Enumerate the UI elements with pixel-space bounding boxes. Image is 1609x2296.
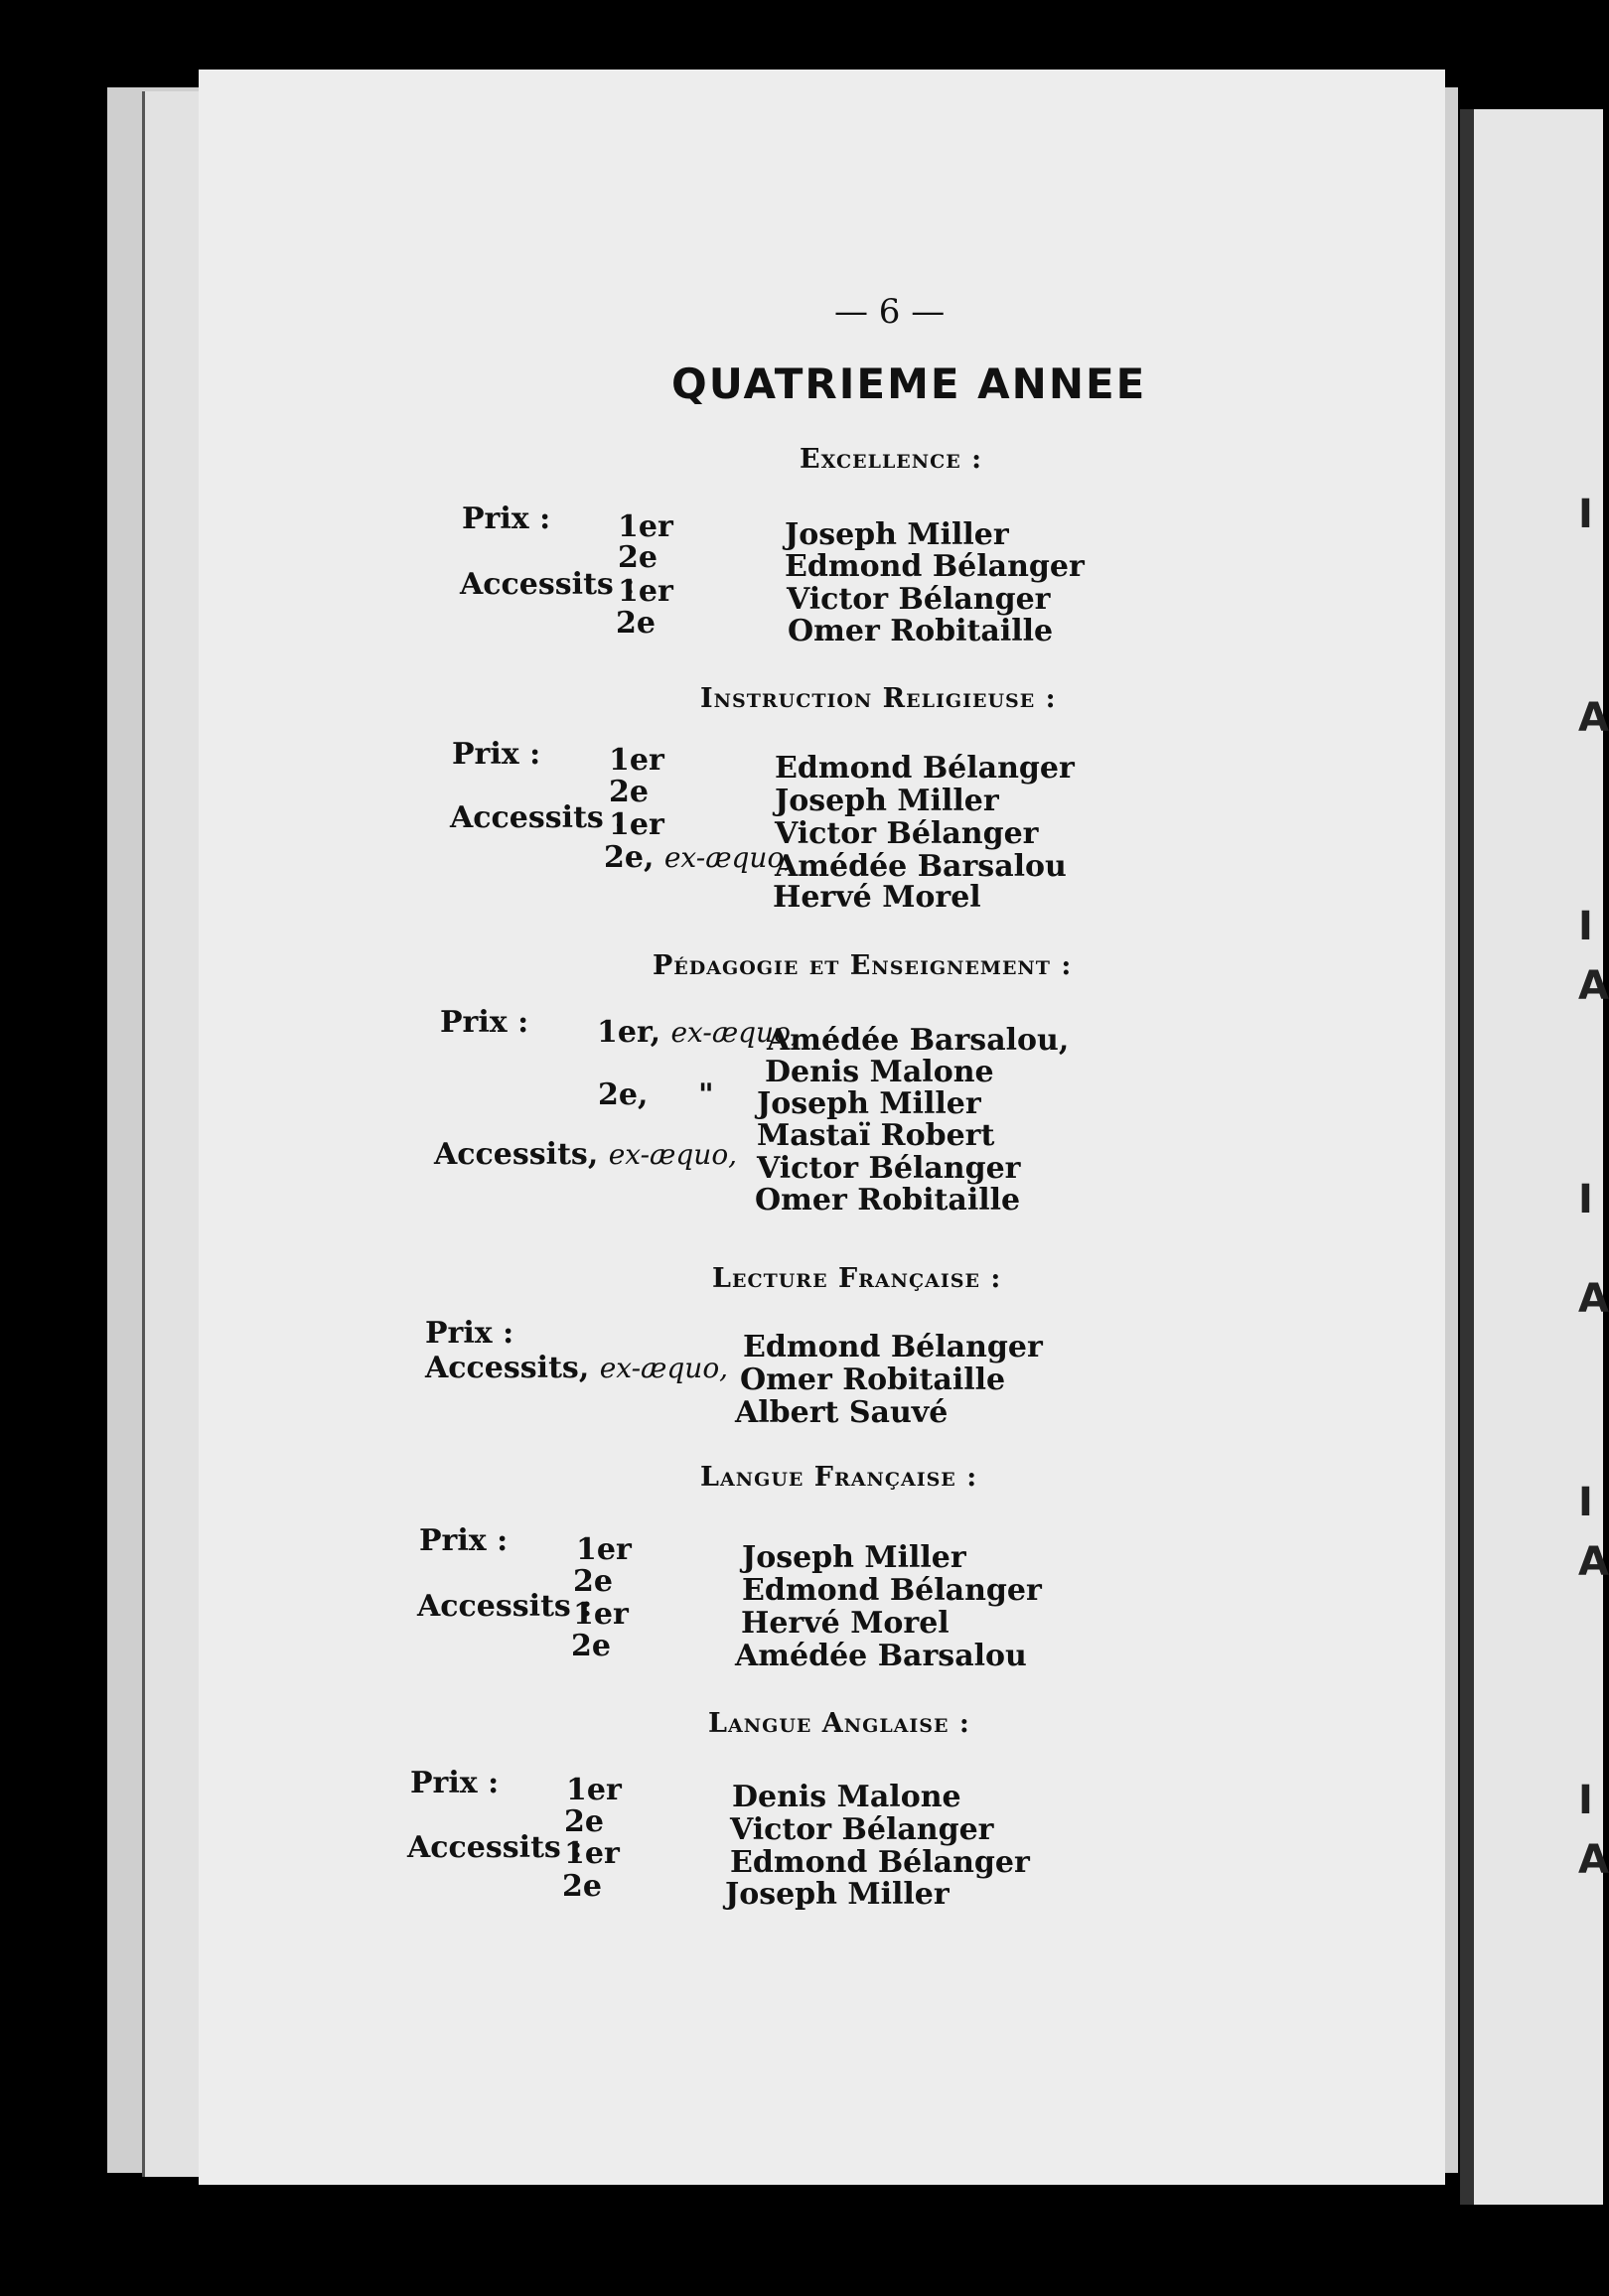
row-name: Joseph Miller [725, 1877, 950, 1912]
row-label: Prix : [410, 1766, 500, 1800]
ex-aequo-note: ex-æquo, [670, 1016, 800, 1049]
row-name: Joseph Miller [742, 1540, 966, 1575]
section-heading-instruction-religieuse: Instruction Religieuse : [700, 683, 1057, 714]
row-name: Omer Robitaille [788, 614, 1054, 648]
row-name: Denis Malone [732, 1780, 961, 1814]
row-rank: 1er [618, 574, 673, 609]
page-title: QUATRIEME ANNEE [671, 359, 1147, 408]
row-name: Edmond Bélanger [742, 1573, 1042, 1608]
row-rank: 2e, ex-æquo, [604, 840, 794, 875]
row-name: Victor Bélanger [787, 582, 1051, 617]
row-rank: 2e, [598, 1077, 649, 1112]
row-name: Amédée Barsalou [735, 1639, 1027, 1673]
row-label: Prix : [425, 1316, 514, 1351]
row-name: Omer Robitaille [755, 1183, 1021, 1218]
row-rank: 2e [573, 1564, 613, 1599]
row-label: Prix : [419, 1523, 509, 1558]
row-rank: 2e [616, 606, 656, 641]
row-name: Mastaï Robert [757, 1118, 995, 1153]
row-rank: 1er [566, 1773, 622, 1807]
row-name: Victor Bélanger [775, 816, 1039, 851]
section-heading-pedagogie: Pédagogie et Enseignement : [653, 950, 1073, 981]
row-label: Prix : [462, 502, 551, 536]
row-name: Edmond Bélanger [743, 1330, 1043, 1364]
row-name: Victor Bélanger [757, 1151, 1021, 1186]
ex-aequo-note: ex-æquo, [663, 841, 794, 874]
row-label: Accessits : [460, 567, 636, 602]
row-rank: 2e [618, 540, 658, 575]
section-heading-langue-francaise: Langue Française : [700, 1462, 978, 1493]
row-name: Edmond Bélanger [785, 549, 1085, 584]
row-rank: 2e [564, 1804, 604, 1839]
row-name: Edmond Bélanger [775, 751, 1075, 786]
ex-aequo-note: ex-æquo, [599, 1352, 729, 1384]
row-name: Albert Sauvé [735, 1395, 949, 1430]
page-number: — 6 — [834, 292, 946, 332]
adjacent-page-edge: I A I A I A I A I A [1460, 109, 1603, 2205]
row-label: Accessits, ex-æquo, [434, 1137, 738, 1172]
row-rank: 1er [573, 1597, 629, 1632]
row-name: Joseph Miller [757, 1086, 981, 1121]
row-label: Prix : [452, 737, 541, 772]
row-rank: 1er, ex-æquo, [597, 1015, 800, 1050]
row-name: Amédée Barsalou, [767, 1023, 1070, 1058]
ditto-mark: " [698, 1077, 714, 1112]
row-label: Prix : [440, 1005, 529, 1040]
ex-aequo-note: ex-æquo, [608, 1138, 738, 1171]
row-label: Accessits : [407, 1830, 583, 1865]
row-rank: 1er [618, 509, 673, 544]
row-name: Denis Malone [765, 1055, 994, 1089]
row-name: Joseph Miller [775, 784, 999, 818]
row-name: Edmond Bélanger [730, 1845, 1030, 1880]
row-rank: 2e [562, 1869, 602, 1904]
row-name: Amédée Barsalou [775, 849, 1067, 884]
row-name: Joseph Miller [785, 517, 1009, 552]
row-name: Hervé Morel [741, 1606, 950, 1641]
row-rank: 1er [564, 1836, 620, 1871]
section-heading-langue-anglaise: Langue Anglaise : [708, 1708, 970, 1739]
row-rank: 1er [576, 1532, 632, 1567]
row-label: Accessits, ex-æquo, [425, 1351, 729, 1385]
row-name: Omer Robitaille [740, 1363, 1006, 1397]
section-heading-lecture-francaise: Lecture Française : [712, 1263, 1002, 1294]
row-rank: 1er [609, 807, 664, 842]
row-rank: 2e [571, 1629, 611, 1663]
row-label: Accessits : [417, 1589, 593, 1624]
section-heading-excellence: Excellence : [800, 444, 983, 475]
row-rank: 1er [609, 743, 664, 778]
row-rank: 2e [609, 775, 649, 809]
row-name: Victor Bélanger [730, 1812, 994, 1847]
row-name: Hervé Morel [773, 880, 981, 915]
page-binding-edge [142, 91, 205, 2177]
row-label: Accessits : [450, 800, 626, 835]
